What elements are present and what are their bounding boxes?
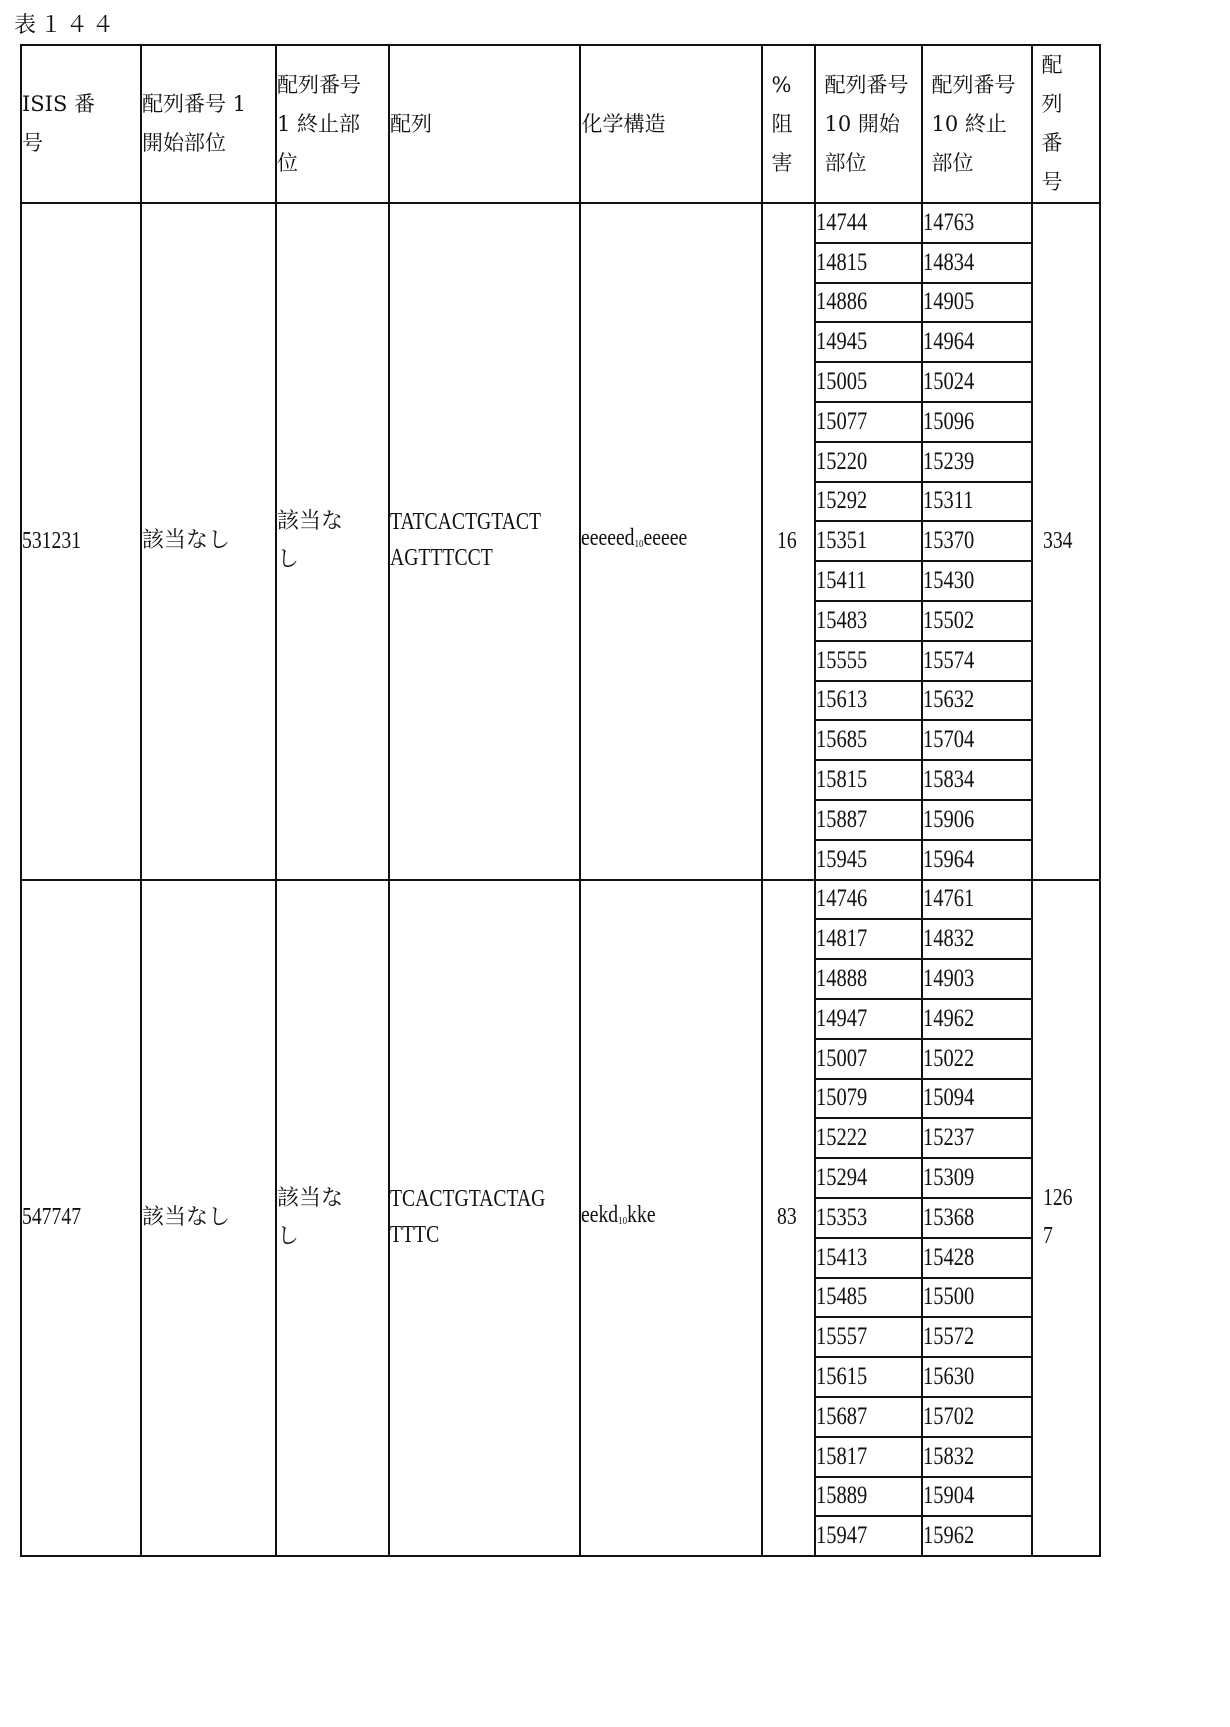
seq10-end-cell: 15022 bbox=[922, 1039, 1032, 1079]
header-sequence: 配列 bbox=[389, 45, 580, 203]
isis-no-cell: 531231 bbox=[21, 203, 141, 880]
sequence-cell: TCACTGTACTAG TTTC bbox=[389, 880, 580, 1557]
pct-inhibition-cell: 16 bbox=[762, 203, 815, 880]
seq10-start-cell: 14945 bbox=[815, 322, 922, 362]
header-pct-inhibition: % 阻害 bbox=[762, 45, 815, 203]
seq10-end-cell: 15572 bbox=[922, 1317, 1032, 1357]
seq10-start-cell: 15685 bbox=[815, 720, 922, 760]
table-row bbox=[21, 203, 1100, 243]
seq10-start-cell: 14888 bbox=[815, 959, 922, 999]
seq1-end-cell: 該当なし bbox=[276, 880, 389, 1557]
seq10-end-cell: 15368 bbox=[922, 1198, 1032, 1238]
sequence-cell: TATCACTGTACT AGTTTCCT bbox=[389, 203, 580, 880]
seq10-start-cell: 15079 bbox=[815, 1079, 922, 1119]
seq-id-cell: 1267 bbox=[1032, 880, 1100, 1557]
table-caption: 表１４４ bbox=[14, 13, 119, 38]
header-seq10-end: 配列番号 10 終止部位 bbox=[922, 45, 1032, 203]
seq1-end-cell: 該当なし bbox=[276, 203, 389, 880]
seq10-end-cell: 15370 bbox=[922, 521, 1032, 561]
header-row bbox=[21, 45, 1100, 203]
header-chemistry: 化学構造 bbox=[580, 45, 762, 203]
table-row bbox=[21, 880, 1100, 920]
seq10-end-cell: 15096 bbox=[922, 402, 1032, 442]
seq10-end-cell: 15702 bbox=[922, 1397, 1032, 1437]
seq10-start-cell: 15613 bbox=[815, 681, 922, 721]
seq1-start-cell: 該当なし bbox=[141, 203, 276, 880]
seq10-end-cell: 15962 bbox=[922, 1516, 1032, 1556]
data-table bbox=[20, 44, 1101, 1557]
seq10-end-cell: 15239 bbox=[922, 442, 1032, 482]
seq10-start-cell: 14815 bbox=[815, 243, 922, 283]
seq10-end-cell: 15309 bbox=[922, 1158, 1032, 1198]
seq10-start-cell: 15889 bbox=[815, 1477, 922, 1517]
table-body bbox=[21, 203, 1100, 1556]
header-seq1-end: 配列番号 1 終止部位 bbox=[276, 45, 389, 203]
seq10-start-cell: 14886 bbox=[815, 283, 922, 323]
seq10-start-cell: 15220 bbox=[815, 442, 922, 482]
seq10-end-cell: 14834 bbox=[922, 243, 1032, 283]
seq10-start-cell: 14947 bbox=[815, 999, 922, 1039]
seq10-start-cell: 15555 bbox=[815, 641, 922, 681]
seq10-start-cell: 15483 bbox=[815, 601, 922, 641]
seq10-end-cell: 14962 bbox=[922, 999, 1032, 1039]
seq10-start-cell: 15815 bbox=[815, 760, 922, 800]
seq10-end-cell: 14763 bbox=[922, 203, 1032, 243]
seq10-end-cell: 15906 bbox=[922, 800, 1032, 840]
seq10-end-cell: 14761 bbox=[922, 880, 1032, 920]
seq10-start-cell: 15411 bbox=[815, 561, 922, 601]
seq10-end-cell: 15834 bbox=[922, 760, 1032, 800]
seq10-end-cell: 14964 bbox=[922, 322, 1032, 362]
seq10-end-cell: 14832 bbox=[922, 919, 1032, 959]
header-seq1-start: 配列番号 1 開始部位 bbox=[141, 45, 276, 203]
seq10-end-cell: 15630 bbox=[922, 1357, 1032, 1397]
seq10-start-cell: 15353 bbox=[815, 1198, 922, 1238]
seq10-start-cell: 14746 bbox=[815, 880, 922, 920]
seq10-end-cell: 15428 bbox=[922, 1238, 1032, 1278]
seq10-end-cell: 15024 bbox=[922, 362, 1032, 402]
seq10-start-cell: 15615 bbox=[815, 1357, 922, 1397]
isis-no-cell: 547747 bbox=[21, 880, 141, 1557]
seq10-end-cell: 15832 bbox=[922, 1437, 1032, 1477]
seq10-start-cell: 14817 bbox=[815, 919, 922, 959]
seq10-end-cell: 15574 bbox=[922, 641, 1032, 681]
seq10-end-cell: 15500 bbox=[922, 1278, 1032, 1318]
seq10-start-cell: 15817 bbox=[815, 1437, 922, 1477]
header-seq-id: 配列番号 bbox=[1032, 45, 1100, 203]
seq10-end-cell: 15237 bbox=[922, 1118, 1032, 1158]
seq10-start-cell: 14744 bbox=[815, 203, 922, 243]
seq10-end-cell: 15430 bbox=[922, 561, 1032, 601]
header-seq10-start: 配列番号 10 開始部位 bbox=[815, 45, 922, 203]
seq10-start-cell: 15351 bbox=[815, 521, 922, 561]
pct-inhibition-cell: 83 bbox=[762, 880, 815, 1557]
chemistry-cell: eeeeed$_{10}$eeeee bbox=[580, 203, 762, 880]
seq10-start-cell: 15294 bbox=[815, 1158, 922, 1198]
seq10-end-cell: 15904 bbox=[922, 1477, 1032, 1517]
seq10-start-cell: 15007 bbox=[815, 1039, 922, 1079]
seq10-end-cell: 14905 bbox=[922, 283, 1032, 323]
header-isis-no: ISIS 番号 bbox=[21, 45, 141, 203]
seq10-start-cell: 15947 bbox=[815, 1516, 922, 1556]
seq10-start-cell: 15077 bbox=[815, 402, 922, 442]
seq10-start-cell: 15005 bbox=[815, 362, 922, 402]
seq-id-cell: 334 bbox=[1032, 203, 1100, 880]
seq10-end-cell: 14903 bbox=[922, 959, 1032, 999]
seq10-start-cell: 15292 bbox=[815, 482, 922, 522]
seq10-start-cell: 15557 bbox=[815, 1317, 922, 1357]
seq10-start-cell: 15485 bbox=[815, 1278, 922, 1318]
seq10-start-cell: 15887 bbox=[815, 800, 922, 840]
seq1-start-cell: 該当なし bbox=[141, 880, 276, 1557]
seq10-start-cell: 15413 bbox=[815, 1238, 922, 1278]
seq10-end-cell: 15964 bbox=[922, 840, 1032, 880]
seq10-start-cell: 15945 bbox=[815, 840, 922, 880]
seq10-end-cell: 15632 bbox=[922, 681, 1032, 721]
chemistry-cell: eekd$_{10}$kke bbox=[580, 880, 762, 1557]
seq10-start-cell: 15222 bbox=[815, 1118, 922, 1158]
seq10-end-cell: 15094 bbox=[922, 1079, 1032, 1119]
seq10-end-cell: 15311 bbox=[922, 482, 1032, 522]
seq10-start-cell: 15687 bbox=[815, 1397, 922, 1437]
seq10-end-cell: 15502 bbox=[922, 601, 1032, 641]
seq10-end-cell: 15704 bbox=[922, 720, 1032, 760]
